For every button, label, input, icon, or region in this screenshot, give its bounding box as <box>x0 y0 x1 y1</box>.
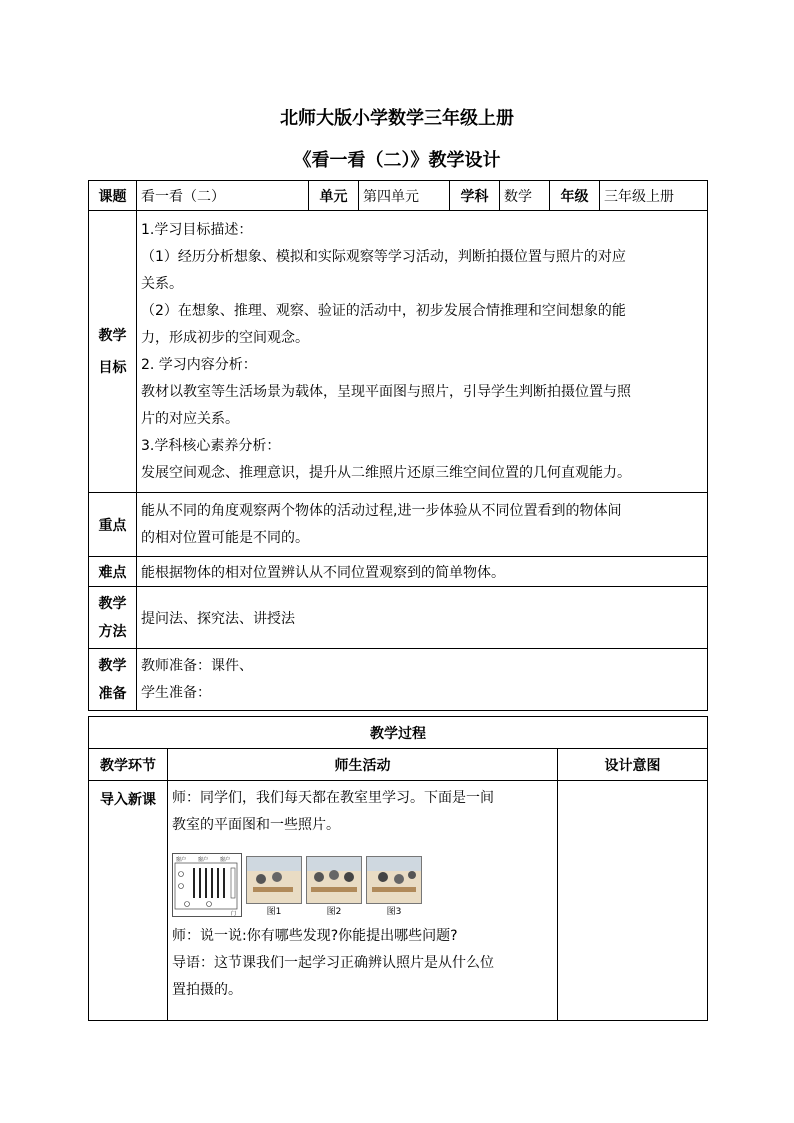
goals-line: 关系。 <box>141 275 183 292</box>
key-point-line: 能从不同的角度观察两个物体的活动过程,进一步体验从不同位置看到的物体间 <box>141 502 622 519</box>
key-point-label: 重点 <box>89 493 137 557</box>
fig1-caption: 图1 <box>266 907 282 917</box>
grade-label: 年级 <box>550 181 600 211</box>
intro-content <box>168 781 558 1021</box>
unit-value: 第四单元 <box>359 181 450 211</box>
goals-line: 片的对应关系。 <box>141 410 239 427</box>
fig2-caption: 图2 <box>326 907 342 917</box>
subject-label: 学科 <box>450 181 500 211</box>
classroom-plan <box>172 853 242 917</box>
process-title: 教学过程 <box>89 717 708 749</box>
classroom-plan-drawing <box>173 854 241 916</box>
goals-label <box>89 211 137 493</box>
prep-teacher: 教师准备：课件、 <box>141 657 253 674</box>
goals-line: 1.学习目标描述： <box>141 221 253 238</box>
goals-line: 教材以教室等生活场景为载体，呈现平面图与照片，引导学生判断拍摄位置与照 <box>141 383 631 400</box>
goals-line: （1）经历分析想象、模拟和实际观察等学习活动，判断拍摄位置与照片的对应 <box>141 248 626 265</box>
prep-student: 学生准备： <box>141 684 211 701</box>
window-label: 窗户 <box>220 857 231 863</box>
intro-intent <box>558 781 708 1021</box>
goals-line: （2）在想象、推理、观察、验证的活动中，初步发展合情推理和空间想象的能 <box>141 302 626 319</box>
intro-line: 师：同学们，我们每天都在教室里学习。下面是一间 <box>172 790 494 806</box>
prep-label <box>89 649 137 711</box>
fig3-caption: 图3 <box>386 907 402 917</box>
method-label-line2: 方法 <box>98 623 127 640</box>
process-table <box>88 716 708 1021</box>
goals-line: 3.学科核心素养分析： <box>141 437 281 454</box>
goals-line: 力，形成初步的空间观念。 <box>141 329 309 346</box>
lesson-info-table <box>88 180 708 711</box>
photo-3 <box>366 856 422 904</box>
subject-value: 数学 <box>500 181 550 211</box>
document-title: 北师大版小学数学三年级上册 <box>280 108 514 129</box>
intro-label: 导入新课 <box>89 781 168 1021</box>
classroom-figure <box>172 845 553 917</box>
topic-label: 课题 <box>89 181 137 211</box>
key-point-line: 的相对位置可能是不同的。 <box>141 529 309 546</box>
photo-2-scene <box>307 857 361 903</box>
difficulty-label: 难点 <box>89 557 137 587</box>
goals-line: 发展空间观念、推理意识，提升从二维照片还原三维空间位置的几何直观能力。 <box>141 464 631 481</box>
document-subtitle: 《看一看（二）》教学设计 <box>293 150 501 171</box>
goals-line: 2. 学习内容分析： <box>141 356 257 373</box>
topic-value: 看一看（二） <box>137 181 309 211</box>
photo-3-scene <box>367 857 421 903</box>
goals-label-line2: 目标 <box>98 359 127 376</box>
grade-value: 三年级上册 <box>600 181 708 211</box>
prep-label-line2: 准备 <box>98 685 127 702</box>
intro-line: 教室的平面图和一些照片。 <box>172 817 340 833</box>
method-label <box>89 587 137 649</box>
method-text: 提问法、探究法、讲授法 <box>137 587 708 649</box>
activity-line: 置拍摄的。 <box>172 982 242 998</box>
goals-label-line1: 教学 <box>98 327 127 344</box>
window-label: 窗户 <box>176 857 187 863</box>
activity-line: 导语：这节课我们一起学习正确辨认照片是从什么位 <box>172 955 494 971</box>
door-label: 门 <box>231 911 237 916</box>
difficulty-text: 能根据物体的相对位置辨认从不同位置观察到的简单物体。 <box>137 557 708 587</box>
unit-label: 单元 <box>309 181 359 211</box>
photo-2 <box>306 856 362 904</box>
prep-label-line1: 教学 <box>98 657 127 674</box>
photo-1 <box>246 856 302 904</box>
photo-1-scene <box>247 857 301 903</box>
col-intent-header: 设计意图 <box>558 749 708 781</box>
window-label: 窗户 <box>198 857 209 863</box>
goals-content <box>137 211 708 493</box>
method-label-line1: 教学 <box>98 595 127 612</box>
activity-line: 师：说一说:你有哪些发现?你能提出哪些问题? <box>172 928 458 944</box>
col-stage-header: 教学环节 <box>89 749 168 781</box>
prep-content <box>137 649 708 711</box>
key-point-content <box>137 493 708 557</box>
col-activity-header: 师生活动 <box>168 749 558 781</box>
